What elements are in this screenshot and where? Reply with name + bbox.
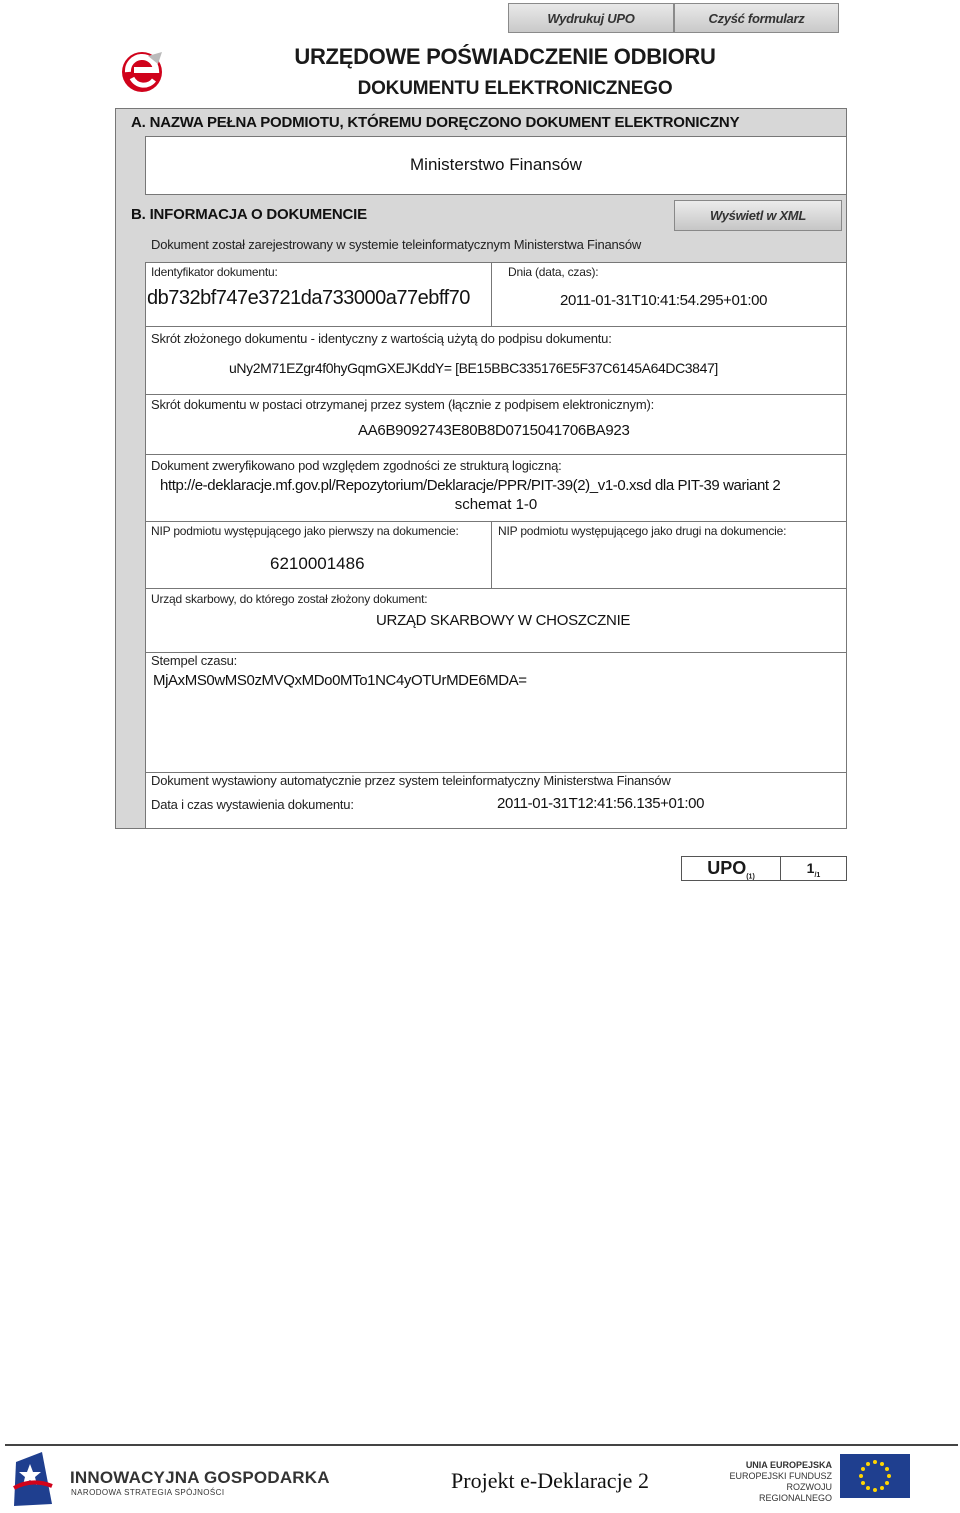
eu-line-2: EUROPEJSKI FUNDUSZ [729, 1471, 832, 1481]
form-sub: (1) [746, 873, 755, 881]
timestamp-value: MjAxMS0wMS0zMVQxMDo0MTo1NC4yOTUrMDE6MDA= [153, 672, 527, 689]
issued-note: Dokument wystawiony automatycznie przez system teleinformatyczny Ministerstwa Finansów [151, 773, 671, 788]
schema-version: schemat 1-0 [454, 496, 538, 513]
page-number [781, 857, 846, 880]
innowacyjna-star-icon [12, 1448, 56, 1508]
registered-note: Dokument został zarejestrowany w systemie teleinformatycznym Ministerstwa Finansów [151, 237, 642, 252]
issued-value: 2011-01-31T12:41:56.135+01:00 [497, 795, 705, 812]
footer-divider [5, 1444, 958, 1446]
hash-label: Skrót złożonego dokumentu - identyczny z wartością użytą do podpisu dokumentu: [151, 331, 612, 346]
print-upo-button[interactable]: Wydrukuj UPO [508, 3, 674, 33]
page-current: 1 [806, 860, 815, 876]
entity-name: Ministerstwo Finansów [410, 155, 582, 174]
eu-text [714, 1460, 832, 1504]
received-hash-label: Skrót dokumentu w postaci otrzymanej przez system (łącznie z podpisem elektronicznym): [151, 397, 654, 412]
nip1-value: 6210001486 [270, 554, 365, 573]
document-title: URZĘDOWE POŚWIADCZENIE ODBIORU [294, 44, 716, 69]
document-subtitle: DOKUMENTU ELEKTRONICZNEGO [357, 78, 673, 99]
nip1-label: NIP podmiotu występującego jako pierwszy na dokumencie: [151, 524, 459, 538]
issued-label: Data i czas wystawienia dokumentu: [151, 797, 354, 812]
nip2-label: NIP podmiotu występującego jako drugi na dokumencie: [498, 524, 787, 538]
tax-office-value: URZĄD SKARBOWY W CHOSZCZNIE [376, 612, 631, 629]
form-symbol [682, 857, 781, 880]
doc-id-label: Identyfikator dokumentu: [151, 265, 278, 279]
doc-id-value: db732bf747e3721da733000a77ebff70 [147, 287, 470, 309]
form-name: UPO [707, 858, 747, 878]
page-total: /1 [814, 871, 821, 879]
innowacyjna-logo-subtext: NARODOWA STRATEGIA SPÓJNOŚCI [71, 1488, 225, 1497]
eu-line-3: ROZWOJU REGIONALNEGO [758, 1482, 832, 1503]
timestamp-label: Stempel czasu: [151, 653, 238, 668]
section-b-heading: B. INFORMACJA O DOKUMENCIE [131, 206, 367, 223]
eu-line-1: UNIA EUROPEJSKA [745, 1460, 832, 1470]
page-indicator [681, 856, 847, 881]
project-title: Projekt e-Deklaracje 2 [451, 1468, 649, 1493]
received-hash-value: AA6B9092743E80B8D0715041706BA923 [358, 422, 630, 439]
section-a-heading: A. NAZWA PEŁNA PODMIOTU, KTÓREMU DORĘCZONO DOKUMENT ELEKTRONICZNY [131, 114, 740, 131]
show-xml-button[interactable]: Wyświetl w XML [674, 200, 842, 231]
clear-form-button[interactable]: Czyść formularz [674, 3, 839, 33]
timestamp-panel [145, 652, 847, 773]
hash-value: uNy2M71EZgr4f0hyGqmGXEJKddY= [BE15BBC335176E5F37C6145A64DC3847] [229, 360, 718, 376]
verified-label: Dokument zweryfikowano pod względem zgodności ze strukturą logiczną: [151, 458, 562, 473]
innowacyjna-logo-text: INNOWACYJNA GOSPODARKA [70, 1468, 330, 1487]
tax-office-label: Urząd skarbowy, do którego został złożony dokument: [151, 592, 428, 606]
schema-url: http://e-deklaracje.mf.gov.pl/Repozytorium/Deklaracje/PPR/PIT-39(2)_v1-0.xsd dla PIT-39 wariant 2 [160, 477, 781, 494]
eu-flag-icon [840, 1454, 910, 1498]
date-value: 2011-01-31T10:41:54.295+01:00 [560, 292, 768, 309]
date-label: Dnia (data, czas): [508, 265, 599, 279]
